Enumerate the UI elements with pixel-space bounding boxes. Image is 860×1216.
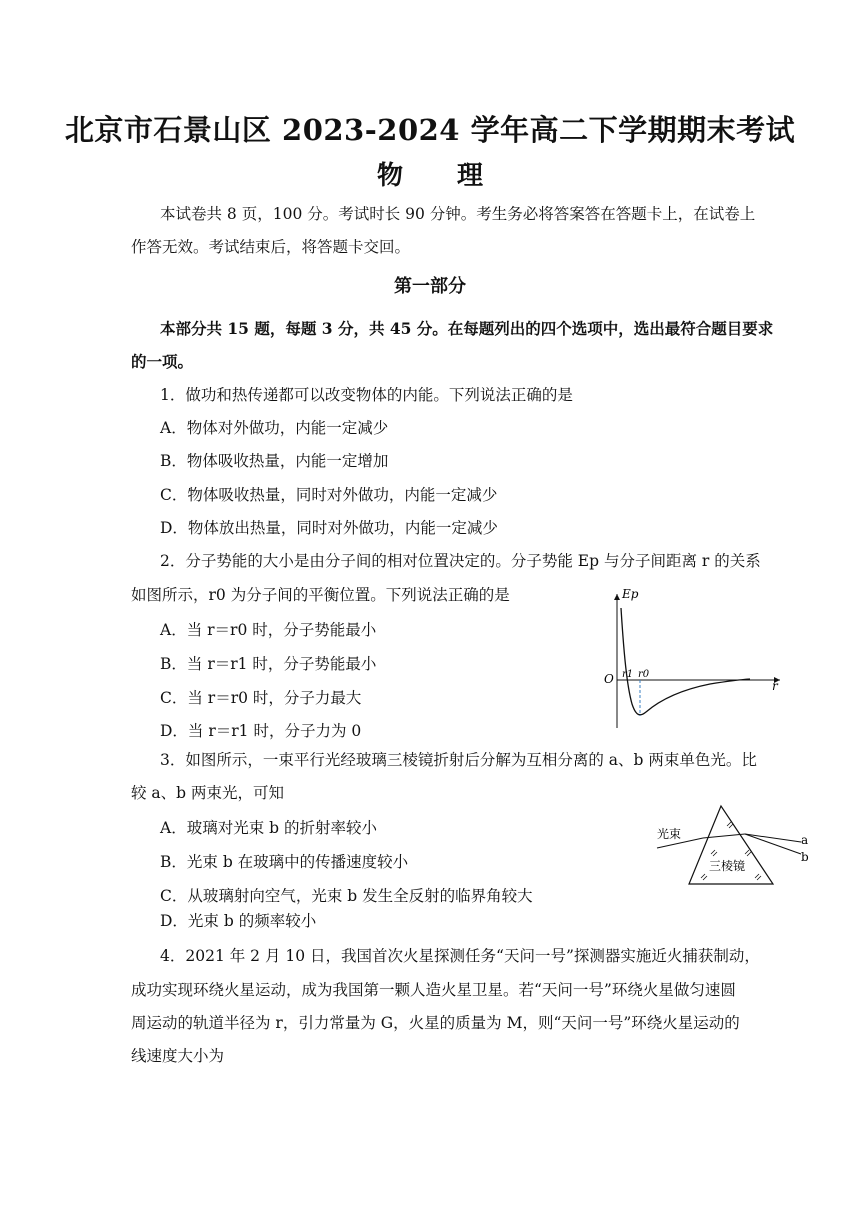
q2-option-d: D．当 r＝r1 时，分子力为 0 [160,722,362,740]
q3-option-a: A．玻璃对光束 b 的折射率较小 [160,819,377,837]
q2-option-b: B．当 r＝r1 时，分子势能最小 [160,655,377,673]
q3-option-b: B．光束 b 在玻璃中的传播速度较小 [160,853,409,871]
potential-energy-graph [600,586,790,732]
q1-stem: 1．做功和热传递都可以改变物体的内能。下列说法正确的是 [160,386,573,404]
part-title: 第一部分 [394,276,466,297]
exam-title: 北京市石景山区 2023-2024 学年高二下学期期末考试 [64,113,796,147]
q4-line-4: 线速度大小为 [131,1047,225,1065]
q4-line-2: 成功实现环绕火星运动，成为我国第一颗人造火星卫星。若“天问一号”环绕火星做匀速圆 [131,981,736,999]
intro-line-2: 作答无效。考试结束后，将答题卡交回。 [131,238,411,256]
intro-line-1: 本试卷共 8 页，100 分。考试时长 90 分钟。考生务必将答案答在答题卡上，在试卷上 [160,205,756,223]
ray-b-label: b [801,850,809,864]
part-desc-line-2: 的一项。 [131,352,194,371]
ray-a-line [745,834,801,842]
q2-stem-2: 如图所示，r0 为分子间的平衡位置。下列说法正确的是 [131,586,510,604]
q1-option-a: A．物体对外做功，内能一定减少 [160,419,389,437]
q1-option-b: B．物体吸收热量，内能一定增加 [160,452,389,470]
prism-label: 三棱镜 [709,859,746,873]
y-axis-label: Ep [622,587,639,601]
ray-b-line [745,834,801,854]
q2-option-a: A．当 r＝r0 时，分子势能最小 [160,621,377,639]
q3-option-d: D．光束 b 的频率较小 [160,912,317,930]
q4-line-3: 周运动的轨道半径为 r，引力常量为 G，火星的质量为 M，则“天问一号”环绕火星运动的 [131,1014,740,1032]
part-desc-line-1: 本部分共 15 题，每题 3 分，共 45 分。在每题列出的四个选项中，选出最符合题目要求 [160,319,774,338]
origin-label: O [604,672,614,686]
q4-line-1: 4．2021 年 2 月 10 日，我国首次火星探测任务“天问一号”探测器实施近火捕获制动， [160,947,760,965]
prism-diagram [655,804,815,890]
q2-stem-1: 2．分子势能的大小是由分子间的相对位置决定的。分子势能 Ep 与分子间距离 r 的关系 [160,552,761,570]
potential-curve [621,608,750,715]
x-axis-label: r [772,679,778,693]
beam-label: 光束 [657,827,682,841]
q1-option-c: C．物体吸收热量，同时对外做功，内能一定减少 [160,486,498,504]
r1-label: r1 [622,669,634,680]
ray-a-label: a [801,833,809,847]
q3-stem-1: 3．如图所示，一束平行光经玻璃三棱镜折射后分解为互相分离的 a、b 两束单色光。比 [160,751,757,769]
q3-stem-2: 较 a、b 两束光，可知 [131,784,285,802]
q3-option-c: C．从玻璃射向空气，光束 b 发生全反射的临界角较大 [160,887,533,905]
q1-option-d: D．物体放出热量，同时对外做功，内能一定减少 [160,519,498,537]
r0-label: r0 [638,669,650,680]
q2-option-c: C．当 r＝r0 时，分子力最大 [160,689,362,707]
subject-title: 物理 [376,161,537,191]
